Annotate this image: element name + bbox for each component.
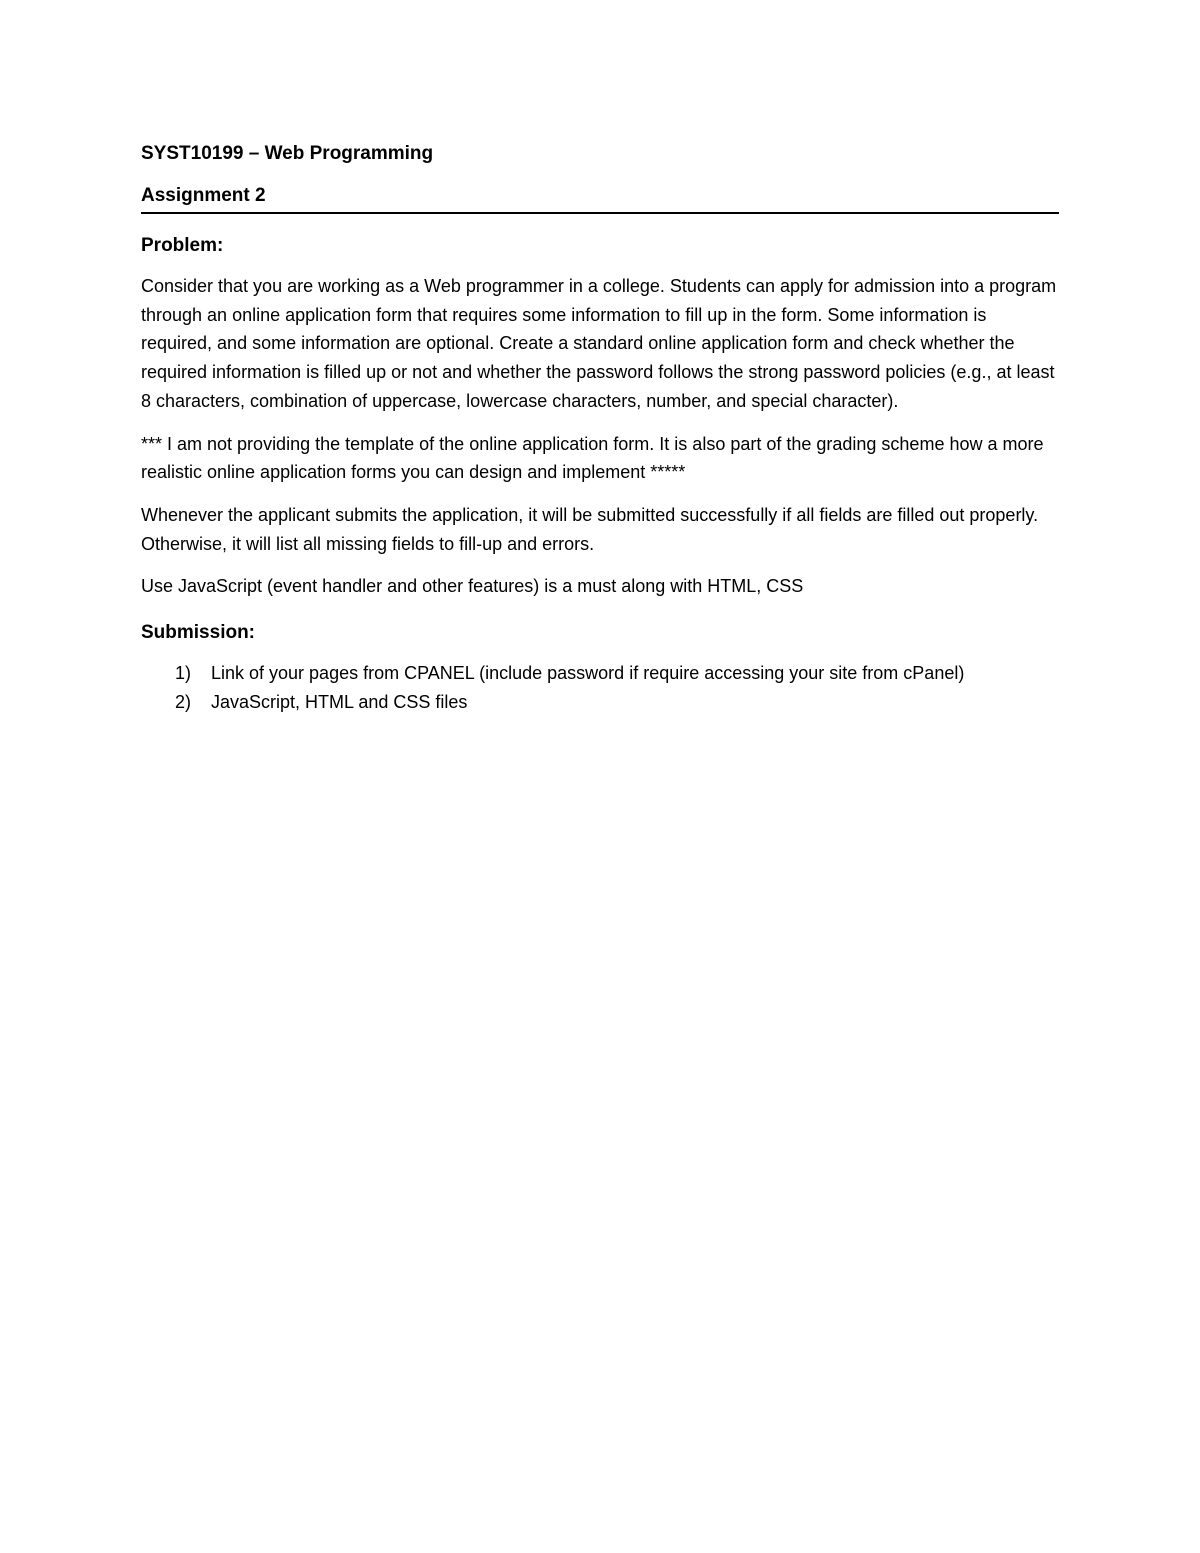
list-item-number: 2) <box>175 691 192 712</box>
document-content <box>141 140 1059 716</box>
assignment-title: Assignment 2 <box>141 182 1059 214</box>
submission-list <box>141 659 1059 716</box>
list-item-text: JavaScript, HTML and CSS files <box>211 691 468 712</box>
problem-paragraph-2: *** I am not providing the template of the online application form. It is also part of the grading scheme how a more realistic online application forms you can design and implement ***** <box>141 433 1044 483</box>
course-title: SYST10199 – Web Programming <box>141 143 434 164</box>
list-item <box>141 688 1059 717</box>
problem-paragraph-1: Consider that you are working as a Web programmer in a college. Students can apply for admission into a program through an online application form that requires some information to fill up in the form. Some information is required, and some information are optional. Create a standard online application form and check whether the required information is filled up or not and whether the password follows the strong password policies (e.g., at least 8 characters, combination of uppercase, lowercase characters, number, and special character). <box>141 276 1057 411</box>
list-item <box>141 659 1059 688</box>
problem-paragraph-3: Whenever the applicant submits the application, it will be submitted successfully if all fields are filled out properly. Otherwise, it will list all missing fields to fill-up and errors. <box>141 504 1039 554</box>
list-item-number: 1) <box>175 663 192 684</box>
submission-heading: Submission: <box>141 622 256 644</box>
problem-heading: Problem: <box>141 235 224 256</box>
problem-paragraph-4: Use JavaScript (event handler and other features) is a must along with HTML, CSS <box>141 576 804 597</box>
list-item-text: Link of your pages from CPANEL (include password if require accessing your site from cPanel) <box>211 663 965 684</box>
